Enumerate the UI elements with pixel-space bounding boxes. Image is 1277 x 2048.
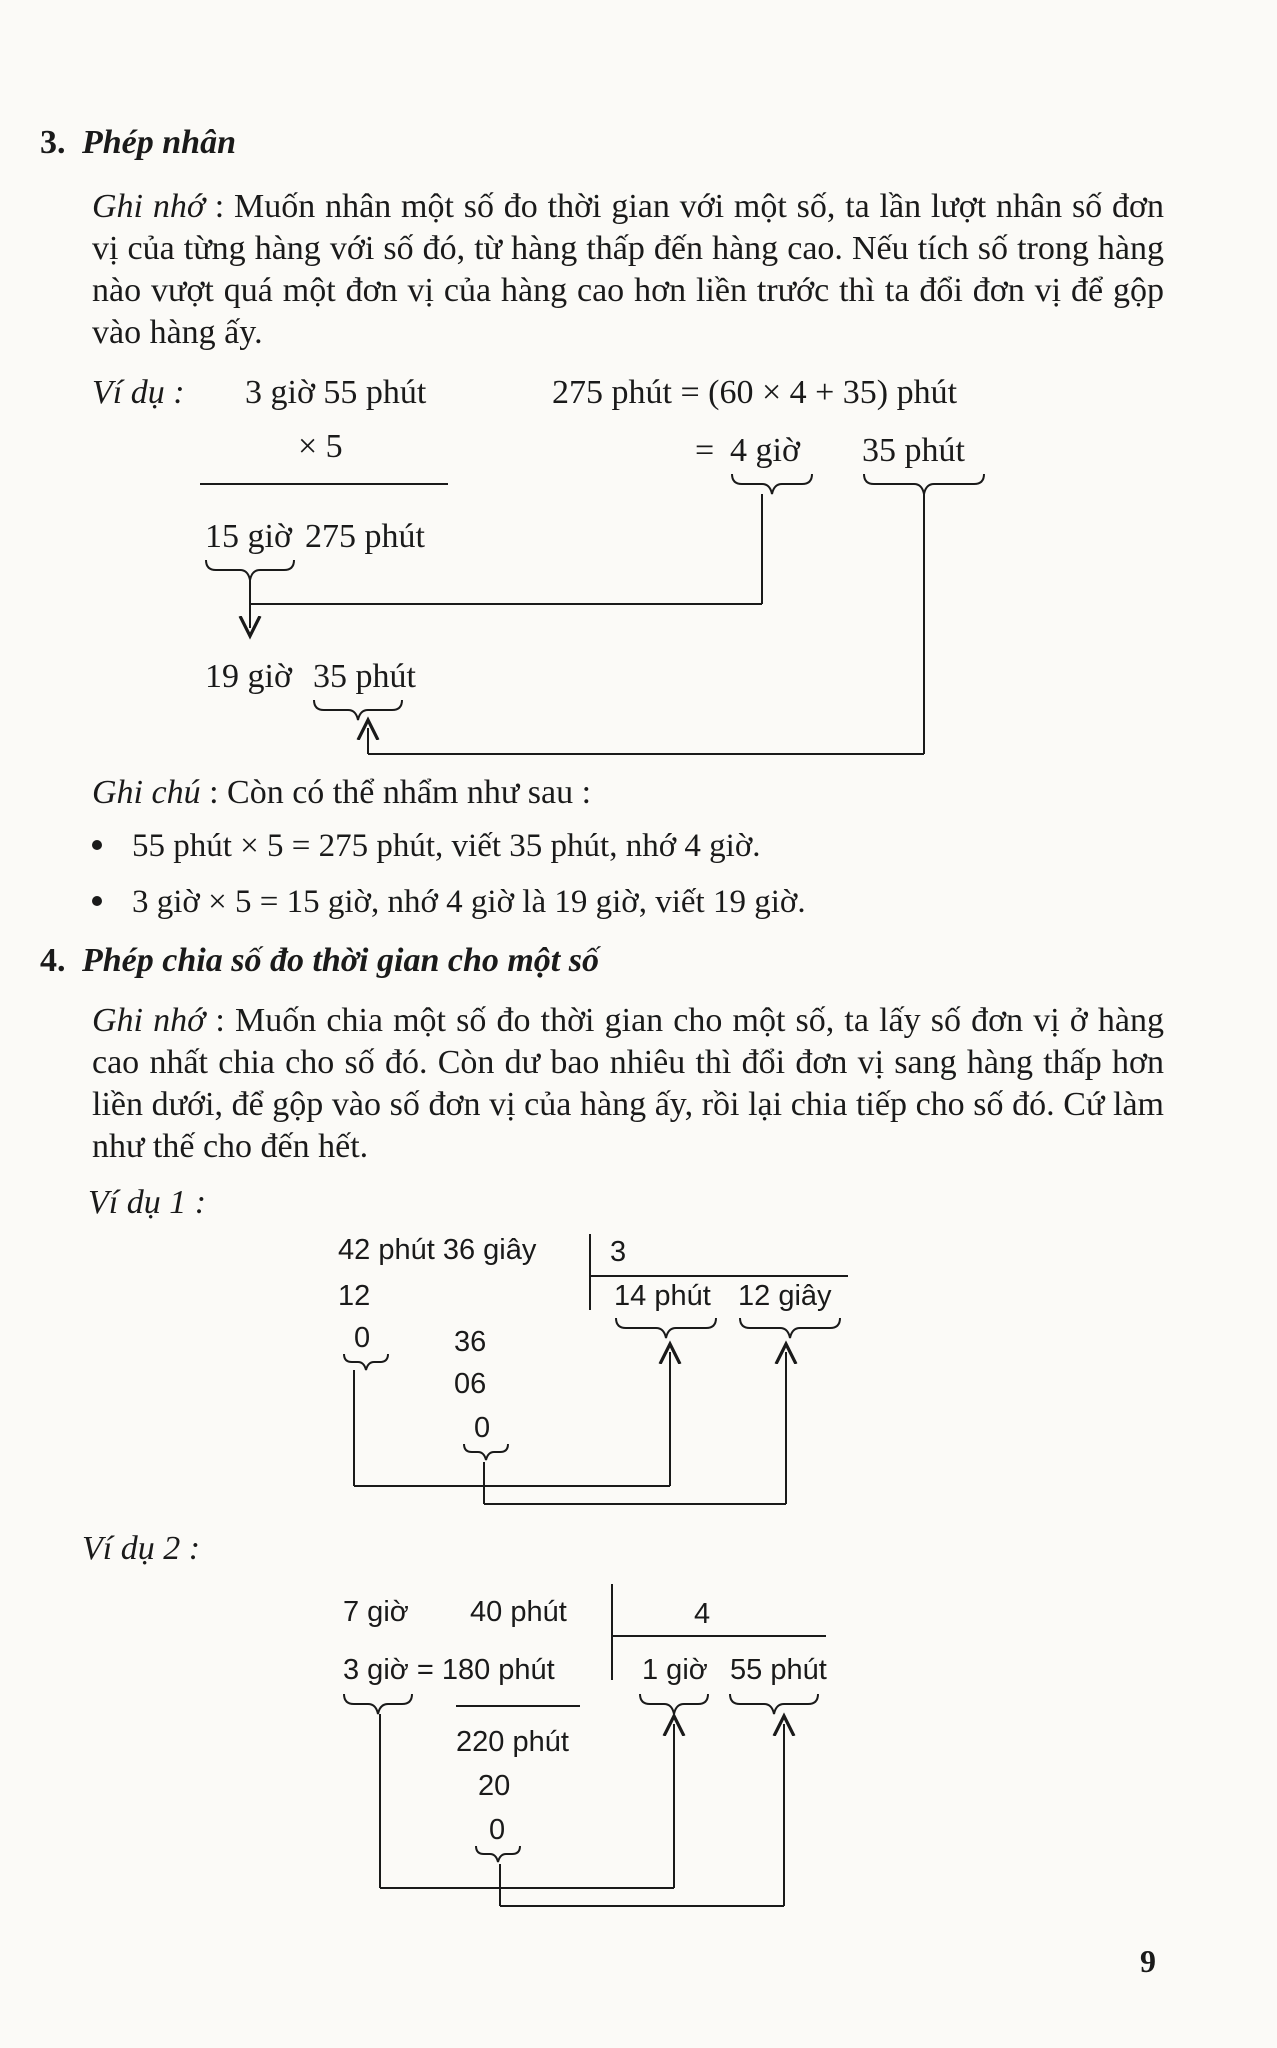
partial-hours: 15 giờ	[205, 518, 292, 555]
ex2-dividend-minutes: 40 phút	[470, 1596, 567, 1628]
ex1-quotient-seconds: 12 giây	[738, 1280, 832, 1312]
ex1-dividend: 42 phút 36 giây	[338, 1234, 537, 1266]
example-label: Ví dụ :	[92, 374, 185, 411]
ex1-step3: 06	[454, 1368, 487, 1400]
note-label: Ghi nhớ	[92, 1002, 206, 1039]
note-text: : Muốn nhân một số đo thời gian với một số, ta lần lượt nhân số đơn vị của từng hàng với số đó, từ hàng thấp đến hàng cao. Nếu tích số trong hàng nào vượt quá một đơn vị của hàng cao hơn liền trước thì ta đổi đơn vị để gộp vào hàng ấy.	[92, 188, 1164, 351]
ex1-divisor: 3	[610, 1236, 627, 1268]
note-text: : Muốn chia một số đo thời gian cho một số, ta lấy số đơn vị ở hàng cao nhất chia cho số đó. Còn dư bao nhiêu thì đổi đơn vị sang hàng thấp hơn liền dưới, để gộp vào số đơn vị của hàng ấy, rồi lại chia tiếp cho số đó. Cứ làm như thế cho đến hết.	[92, 1002, 1164, 1165]
example-2-label: Ví dụ 2 :	[82, 1530, 201, 1567]
ex1-remainder1: 0	[354, 1322, 371, 1354]
page-number: 9	[1140, 1943, 1156, 1979]
conversion-hours: 4 giờ	[730, 432, 800, 469]
note-label: Ghi nhớ	[92, 188, 205, 225]
partial-minutes: 275 phút	[305, 518, 425, 555]
bullet-2-text: 3 giờ × 5 = 15 giờ, nhớ 4 giờ là 19 giờ, viết 19 giờ.	[132, 884, 806, 920]
result-minutes: 35 phút	[313, 658, 416, 695]
ex1-step1: 12	[338, 1280, 371, 1312]
ex2-quotient-hours: 1 giờ	[642, 1654, 708, 1686]
conversion-equals: =	[695, 432, 715, 469]
section-3-title: Phép nhân	[82, 124, 236, 161]
conversion-line: 275 phút = (60 × 4 + 35) phút	[552, 374, 958, 411]
ex1-quotient-minutes: 14 phút	[614, 1280, 711, 1312]
example-1-label: Ví dụ 1 :	[88, 1184, 207, 1221]
ex2-remainder: 0	[489, 1814, 506, 1846]
remark-label: Ghi chú	[92, 774, 201, 811]
ex1-step2: 36	[454, 1326, 487, 1358]
section-4-title: Phép chia số đo thời gian cho một số	[82, 942, 599, 979]
ex2-divisor: 4	[694, 1598, 711, 1630]
ex1-remainder2: 0	[474, 1412, 491, 1444]
conversion-minutes: 35 phút	[862, 432, 965, 469]
ex2-quotient-minutes: 55 phút	[730, 1654, 827, 1686]
result-hours: 19 giờ	[205, 658, 292, 695]
ex2-sum: 220 phút	[456, 1726, 569, 1758]
ex2-step: 20	[478, 1770, 511, 1802]
remark-text: : Còn có thể nhẩm như sau :	[200, 774, 592, 811]
ex2-remainder-conversion: 3 giờ = 180 phút	[343, 1654, 555, 1686]
section-3-number: 3.	[40, 124, 66, 161]
multiplicand: 3 giờ 55 phút	[245, 374, 427, 411]
multiplier: × 5	[298, 428, 343, 465]
bullet-1-text: 55 phút × 5 = 275 phút, viết 35 phút, nhớ 4 giờ.	[132, 828, 761, 864]
ex2-dividend-hours: 7 giờ	[343, 1596, 409, 1628]
section-4-number: 4.	[40, 942, 66, 979]
